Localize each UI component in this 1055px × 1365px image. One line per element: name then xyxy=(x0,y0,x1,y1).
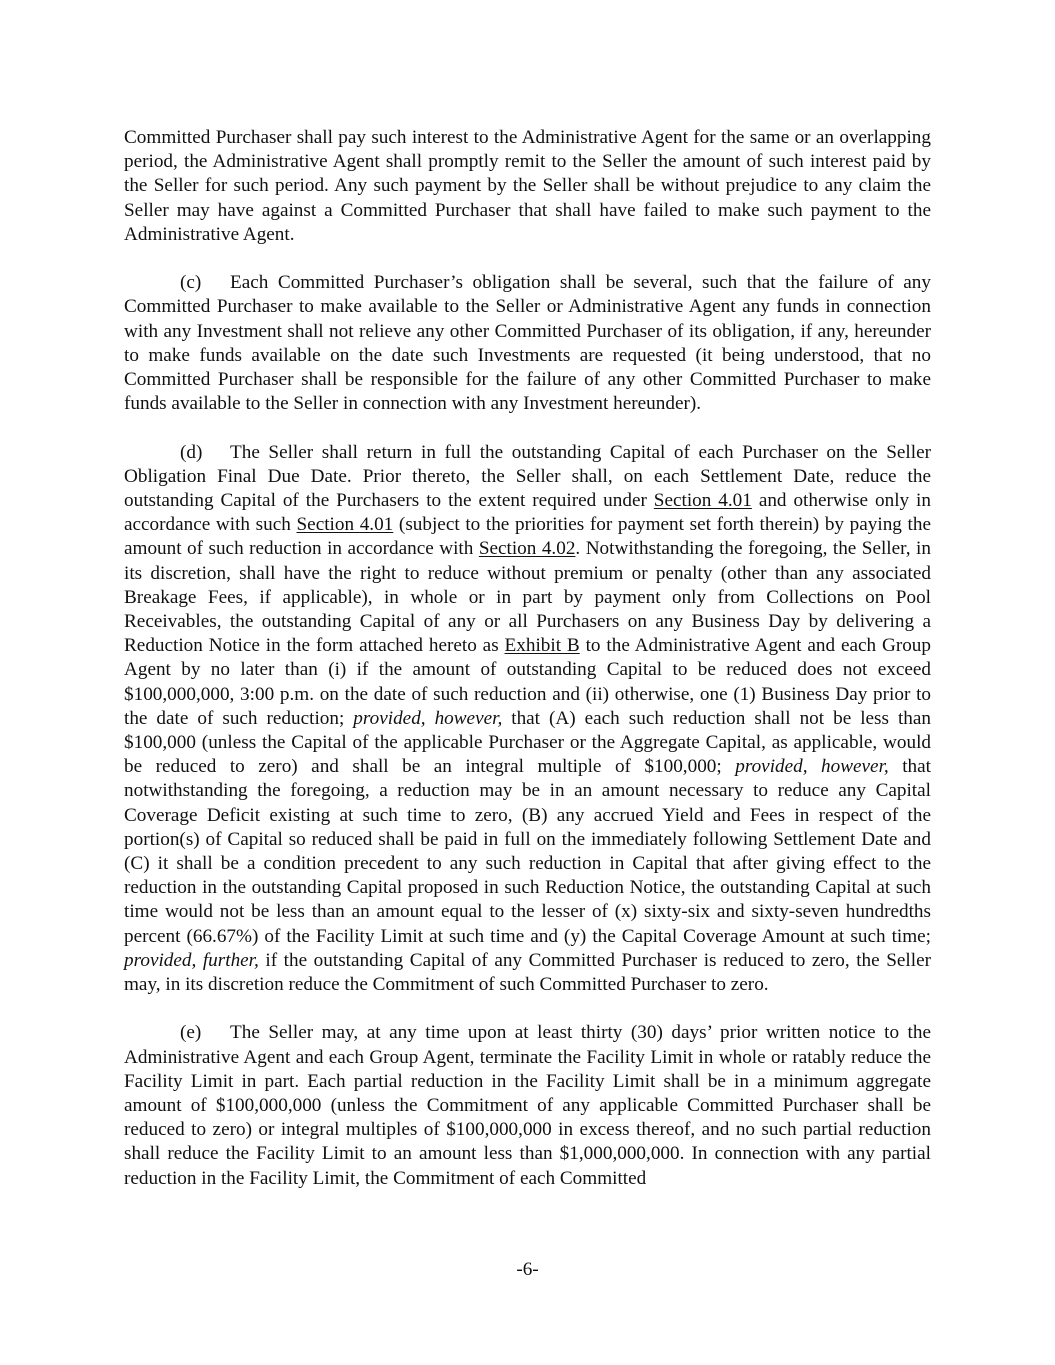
paragraph-text: Committed Purchaser shall pay such interest to the Administrative Agent for the same or an overlapping period, the Administrative Agent shall promptly remit to the Seller the amount of such interest paid by the Seller for such period. Any such payment by the Seller shall be without prejudice to any claim the Seller may have against a Committed Purchaser that shall have failed to make such payment to the Administrative Agent. xyxy=(124,127,931,245)
clause-label-c: (c) xyxy=(180,272,202,294)
clause-label-e: (e) xyxy=(180,1022,202,1044)
section-reference-4-01: Section 4.01 xyxy=(296,514,394,536)
clause-label-d: (d) xyxy=(180,441,203,463)
paragraph-text: and otherwise only in accordance with such xyxy=(124,490,931,536)
paragraph-text: that notwithstanding the foregoing, a reduction may be in an amount necessary to reduce any Capital Coverage Deficit existing at such time to zero, (B) any accrued Yield and Fees in respect of the portion(s) of Capital so reduced shall be paid in full on the immediately following Settlement Date and (C) it shall be a condition precedent to any such reduction in Capital that after giving effect to the reduction in the outstanding Capital proposed in such Reduction Notice, the outstanding Capital at such time would not be less than an amount equal to the lesser of (x) sixty-six and sixty-seven hundredths percent (66.67%) of the Facility Limit at such time and (y) the Capital Coverage Amount at such time; xyxy=(124,756,931,947)
paragraph-d xyxy=(124,441,931,998)
paragraph-text: Each Committed Purchaser’s obligation shall be several, such that the failure of any Committed Purchaser to make available to the Seller or Administrative Agent any funds in connection with any Investment shall not relieve any other Committed Purchaser of its obligation, if any, hereunder to make funds available on the date such Investments are requested (it being understood, that no Committed Purchaser shall be responsible for the failure of any other Committed Purchaser to make funds available to the Seller in connection with any Investment hereunder). xyxy=(124,272,931,415)
exhibit-reference-b: Exhibit B xyxy=(504,635,580,657)
paragraph-e xyxy=(124,1021,931,1190)
paragraph-text: to the Administrative Agent and each Group Agent by no later than (i) if the amount of outstanding Capital to be reduced does not exceed $100,000,000, 3:00 p.m. on the date of such reduction and (ii) otherwise, one (1) Business Day prior to the date of such reduction; xyxy=(124,635,931,729)
paragraph-text: The Seller shall return in full the outstanding Capital of each Purchaser on the Seller Obligation Final Due Date. Prior thereto, the Seller shall, on each Settlement Date, reduce the outstanding Capital of the Purchasers to the extent required under xyxy=(124,441,931,512)
paragraph-text: (subject to the priorities for payment set forth therein) by paying the amount of such reduction in accordance with xyxy=(124,514,931,560)
proviso-text: provided, further, xyxy=(124,949,259,971)
proviso-text: provided, however, xyxy=(735,756,889,778)
section-reference-4-01: Section 4.01 xyxy=(653,490,752,512)
paragraph-text: that (A) each such reduction shall not be less than $100,000 (unless the Capital of the applicable Purchaser or the Aggregate Capital, as applicable, would be reduced to zero) and shall be an integral multiple of $100,000; xyxy=(124,707,931,778)
paragraph-continued xyxy=(124,126,931,247)
document-body xyxy=(124,126,931,1215)
proviso-text: provided, however, xyxy=(353,707,503,729)
page-number: -6- xyxy=(516,1259,539,1280)
paragraph-c xyxy=(124,271,931,416)
section-reference-4-02: Section 4.02 xyxy=(478,538,576,560)
paragraph-text: The Seller may, at any time upon at least thirty (30) days’ prior written notice to the Administrative Agent and each Group Agent, terminate the Facility Limit in whole or ratably reduce the Facility Limit in part. Each partial reduction in the Facility Limit shall be in a minimum aggregate amount of $100,000,000 (unless the Commitment of any applicable Committed Purchaser shall be reduced to zero) or integral multiples of $100,000,000 in excess thereof, and no such partial reduction shall reduce the Facility Limit to an amount less than $1,000,000,000. In connection with any partial reduction in the Facility Limit, the Commitment of each Committed xyxy=(124,1022,931,1189)
paragraph-text: . Notwithstanding the foregoing, the Seller, in its discretion, shall have the right to reduce without premium or penalty (other than any associated Breakage Fees, if applicable), in whole or in part by payment only from Collections on Pool Receivables, the outstanding Capital of any or all Purchasers on any Business Day by delivering a Reduction Notice in the form attached hereto as xyxy=(124,538,931,657)
paragraph-text: if the outstanding Capital of any Committed Purchaser is reduced to zero, the Seller may, in its discretion reduce the Commitment of such Committed Purchaser to zero. xyxy=(124,949,931,996)
